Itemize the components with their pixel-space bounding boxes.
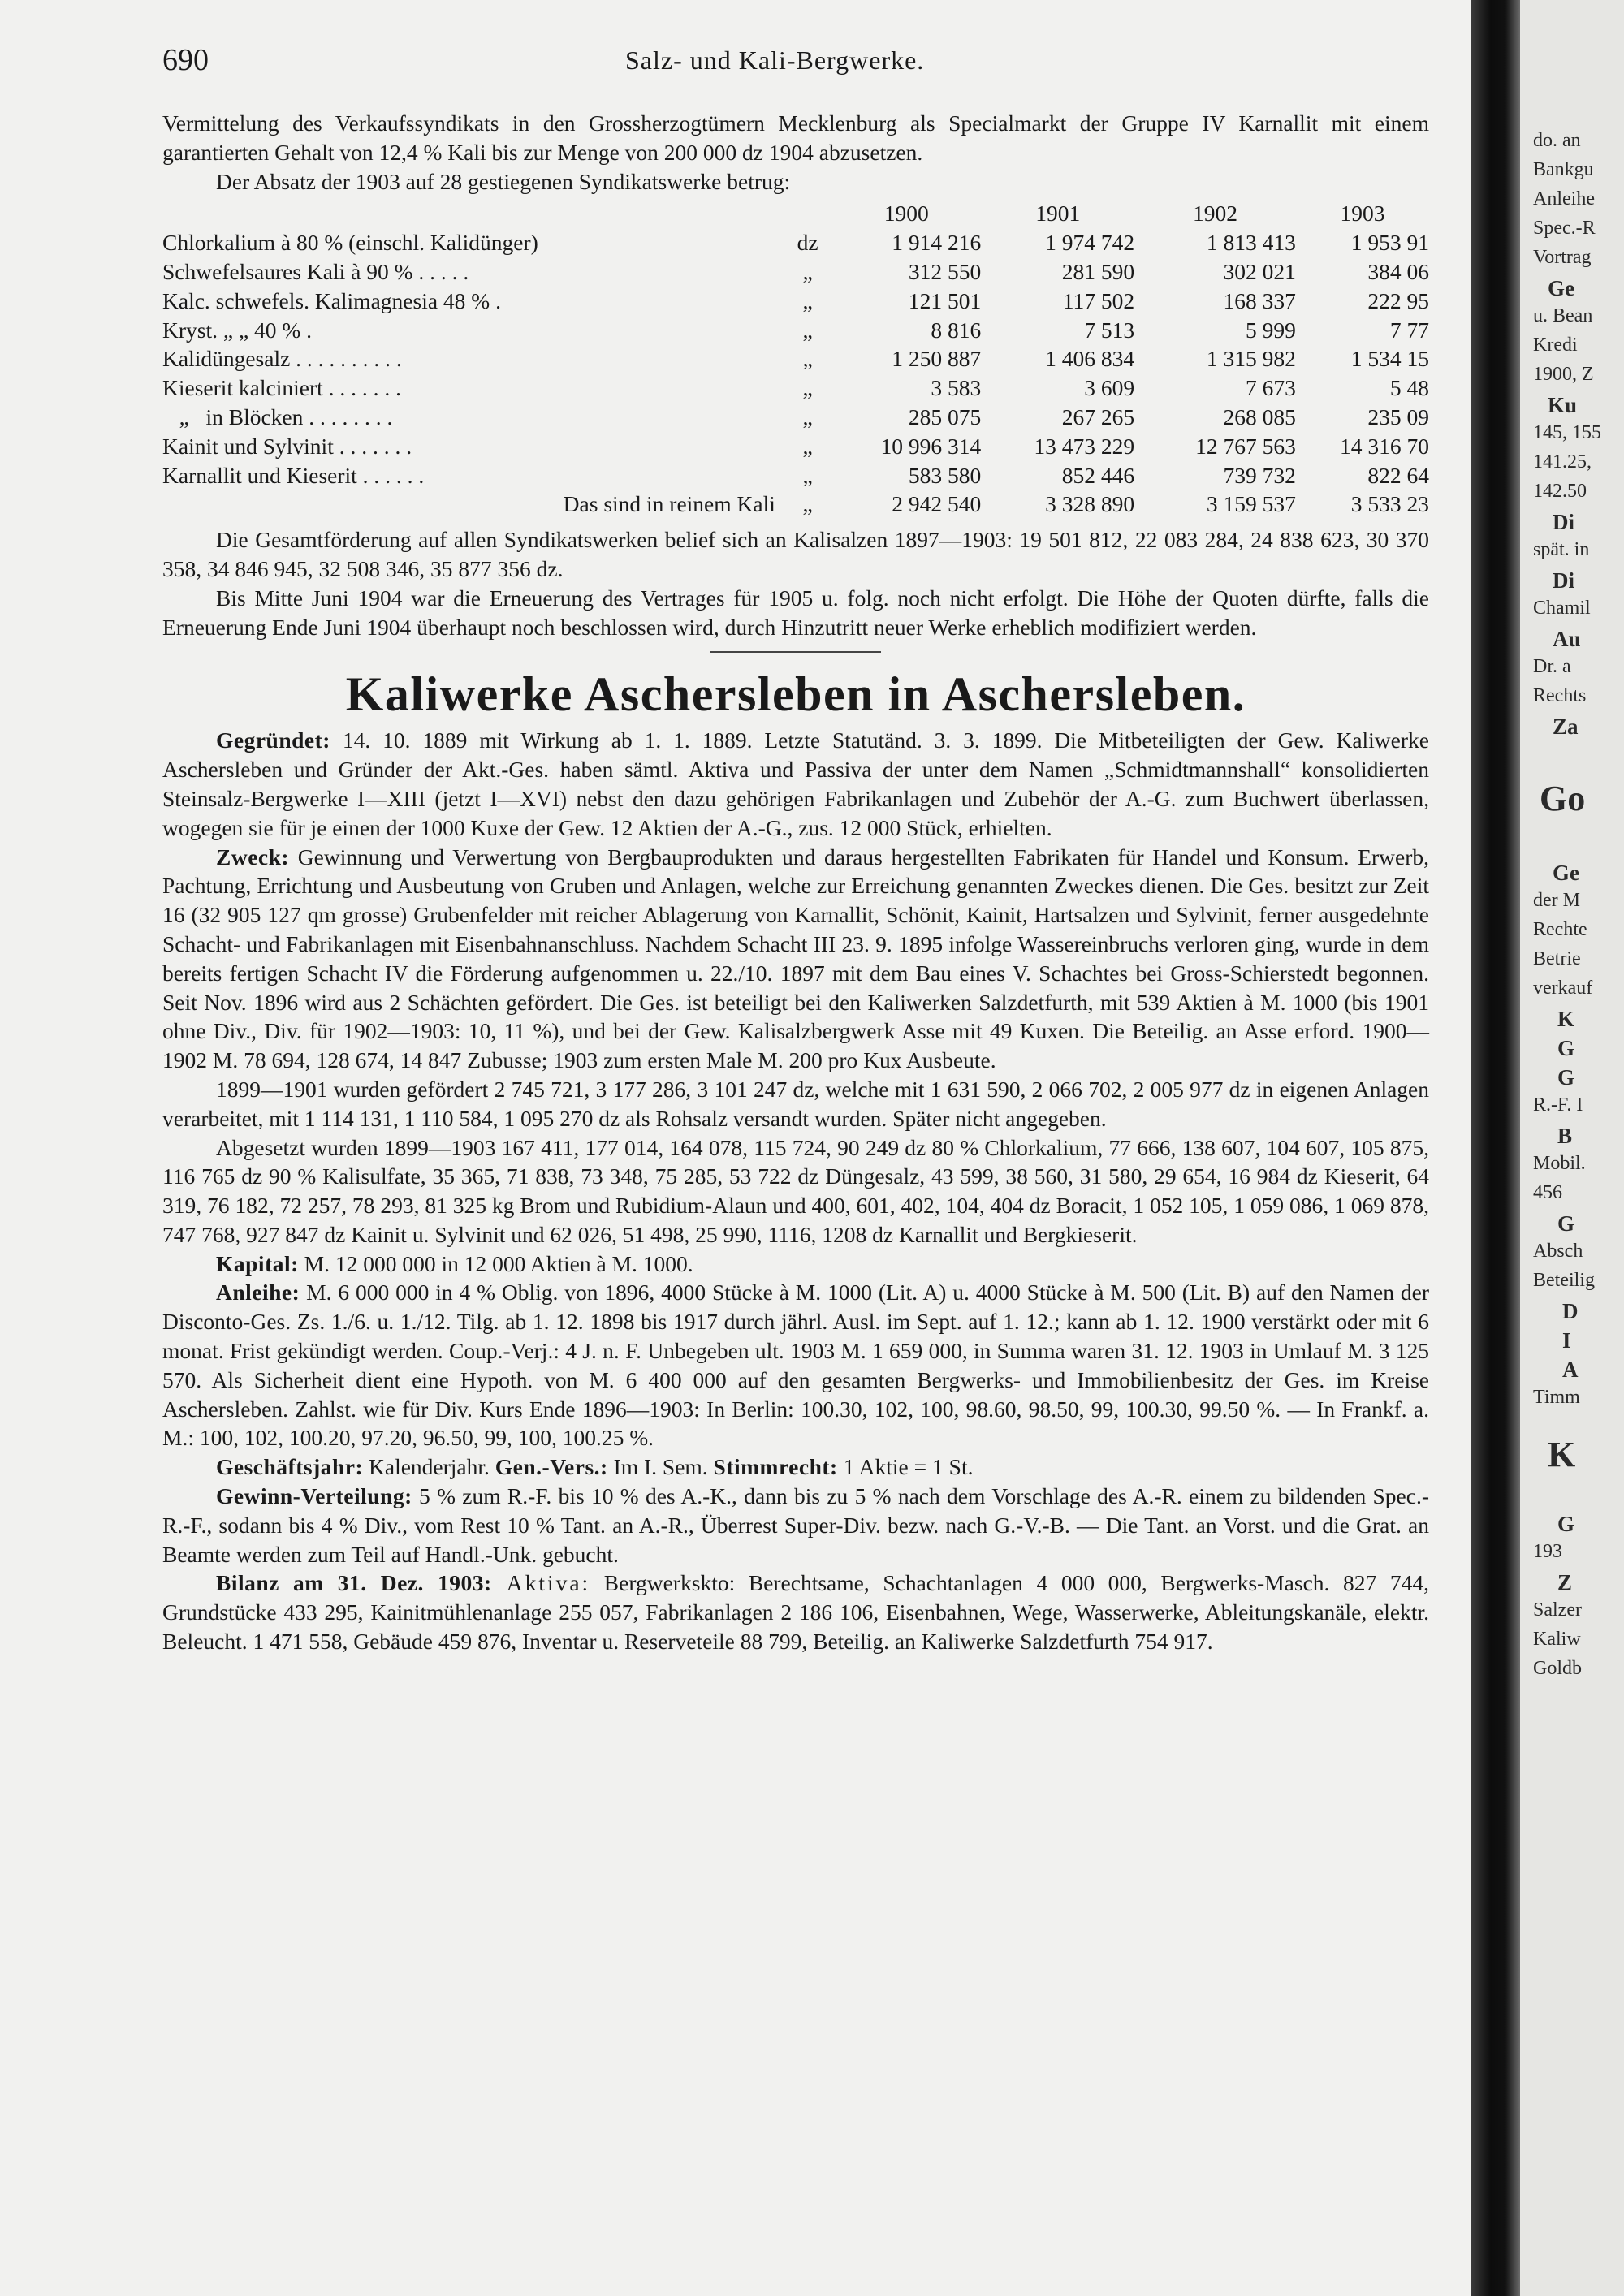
fragment-text: 141.25,: [1533, 451, 1592, 473]
row-unit: „: [802, 404, 813, 429]
total-label: Das sind in reinem Kali: [563, 491, 775, 517]
row-unit: „: [802, 258, 813, 284]
fragment-text: 456: [1533, 1182, 1562, 1203]
page-body: [162, 109, 1429, 1656]
fragment-text: Au: [1553, 627, 1581, 651]
intro-paragraph: Vermittelung des Verkaufssyndikats in den Grossherzogtümern Mecklenburg als Specialmarkt der Gruppe IV Karnallit mit einem garantierten Gehalt von 12,4 % Kali bis zur Menge von 200 000 dz 1904 abzusetzen.: [162, 110, 1429, 165]
sales-table: [162, 199, 1429, 519]
contract-paragraph: Bis Mitte Juni 1904 war die Erneuerung des Vertrages für 1905 u. folg. noch nicht erfolgt. Die Höhe der Quoten dürfte, falls die Erneuerung Ende Juni 1904 überhaupt noch beschlossen wird, durch Hinzutritt neuer Werke erheblich modifiziert werden.: [162, 585, 1429, 640]
row-value: 168 337: [1223, 287, 1296, 313]
row-value: 222 95: [1367, 287, 1429, 313]
table-row: [162, 257, 1429, 287]
fragment-text: Goldb: [1533, 1658, 1582, 1679]
fragment-text: A: [1562, 1357, 1579, 1382]
fragment-text: R.-F. I: [1533, 1094, 1583, 1116]
row-unit: „: [802, 491, 813, 517]
fragment-text: Bankgu: [1533, 159, 1594, 180]
purpose-text: Gewinnung und Verwertung von Bergbauprodukten und daraus hergestellten Fabrikaten für Handel und Konsum. Erwerb, Pachtung, Errichtung und Ausbeutung von Gruben und Anlagen, welche zur Erreichung genannten Zweckes dienen. Die Ges. besitzt zur Zeit 16 (32 905 127 qm grosse) Grubenfelder mit reicher Ablagerung von Karnallit, Schönit, Kainit, Hartsalzen und Sylvinit, ferner ausgedehnte Schacht- und Fabrikanlagen mit Eisenbahnanschluss. Nachdem Schacht III 23. 9. 1895 infolge Wassereinbruchs verloren ging, wurde in dem bereits fertigen Schacht IV die Förderung aufgenommen u. 22./10. 1897 mit dem Bau eines V. Schachtes bei Gross-Schierstedt begonnen. Seit Nov. 1896 wird aus 2 Schächten gefördert. Die Ges. ist beteiligt bei den Kaliwerken Salzdetfurth, mit 539 Aktien à M. 1000 (bis 1901 ohne Div., Div. für 1902—1903: 10, 11 %), und bei der Gew. Kalisalzbergwerk Asse mit 49 Kuxen. Die Beteilig. an Asse erford. 1900—1902 M. 78 694, 128 674, 14 847 Zubusse; 1903 zum ersten Male M. 200 pro Kux Ausbeute.: [162, 844, 1429, 1073]
row-value: 1 534 15: [1350, 346, 1429, 372]
fragment-text: Vortrag: [1533, 247, 1592, 268]
fragment-text: Z: [1557, 1570, 1573, 1595]
row-value: 8 816: [931, 317, 982, 343]
row-unit: dz: [797, 230, 818, 256]
table-row: [162, 228, 1429, 257]
fragment-text: Spec.-R: [1533, 218, 1596, 239]
purpose-paragraph: [162, 843, 1429, 1075]
row-value: 285 075: [908, 404, 982, 429]
row-value: 1 813 413: [1206, 230, 1296, 256]
fragment-text: Kredi: [1533, 334, 1578, 356]
fragment-text: Ge: [1553, 861, 1579, 885]
row-value: 10 996 314: [880, 433, 982, 459]
profit-key: Gewinn-Verteilung:: [216, 1483, 412, 1509]
sales-table-header: [162, 199, 1429, 228]
row-unit: „: [802, 317, 813, 343]
meeting-text: Im I. Sem.: [607, 1454, 714, 1480]
fragment-text: Mobil.: [1533, 1153, 1586, 1174]
row-unit: „: [802, 287, 813, 313]
row-label: Kieserit kalciniert . . . . . . .: [162, 375, 402, 401]
capital-text: M. 12 000 000 in 12 000 Aktien à M. 1000.: [298, 1250, 693, 1276]
fragment-text: 1900, Z: [1533, 364, 1594, 385]
sales-intro: Der Absatz der 1903 auf 28 gestiegenen Syndikatswerke betrug:: [216, 168, 791, 194]
fragment-text: 142.50: [1533, 481, 1587, 502]
table-row: [162, 461, 1429, 490]
row-label: „ in Blöcken . . . . . . . .: [162, 404, 393, 429]
row-unit: „: [802, 346, 813, 372]
row-value: 312 550: [908, 258, 982, 284]
fragment-text: 193: [1533, 1541, 1562, 1562]
table-row: [162, 432, 1429, 461]
fragment-text: Za: [1553, 714, 1579, 739]
row-value: 1 914 216: [892, 230, 982, 256]
fragment-text: Kaliw: [1533, 1629, 1581, 1650]
row-label: Kainit und Sylvinit . . . . . . .: [162, 433, 412, 459]
founded-paragraph: [162, 726, 1429, 842]
row-unit: „: [802, 433, 813, 459]
production-paragraph: 1899—1901 wurden gefördert 2 745 721, 3 177 286, 3 101 247 dz, welche mit 1 631 590, 2 066 702, 2 005 977 dz in eigenen Anlagen verarbeitet, mit 1 114 131, 1 110 584, 1 095 270 dz als Rohsalz versandt wurden. Später nicht angegeben.: [162, 1076, 1429, 1131]
row-label: Karnallit und Kieserit . . . . . .: [162, 462, 425, 488]
running-title: Salz- und Kali-Bergwerke.: [625, 45, 925, 75]
company-title: Kaliwerke Aschersleben in Aschersleben.: [345, 667, 1246, 722]
capital-key: Kapital:: [216, 1250, 299, 1276]
fragment-text: Rechte: [1533, 919, 1587, 940]
year-header: 1902: [1193, 201, 1238, 227]
row-value: 7 77: [1389, 317, 1429, 343]
balance-paragraph: [162, 1569, 1429, 1655]
row-value: 117 502: [1062, 287, 1135, 313]
row-value: 1 406 834: [1045, 346, 1135, 372]
row-value: 739 732: [1223, 462, 1296, 488]
fragment-text: G: [1557, 1512, 1575, 1536]
fragment-text: K: [1557, 1007, 1575, 1031]
row-label: Chlorkalium à 80 % (einschl. Kalidünger): [162, 230, 538, 256]
row-value: 268 085: [1223, 404, 1296, 429]
fragment-text: G: [1557, 1211, 1575, 1236]
fragment-text: Ge: [1548, 276, 1574, 300]
balance-text: Bergwerkskto: Berechtsame, Schachtanlagen 4 000 000, Bergwerks-Masch. 827 744, Grundstücke 433 295, Kainitmühlenanlage 255 057, Fabrikanlagen 2 186 106, Eisenbahnen, Wege, Wasserwerke, Ableitungskanäle, elektr. Beleucht. 1 471 558, Gebäude 459 876, Inventar u. Reserveteile 88 799, Beteilig. an Kaliwerke Salzdetfurth 754 917.: [162, 1570, 1429, 1655]
fragment-text: G: [1557, 1065, 1575, 1090]
row-value: 1 250 887: [892, 346, 982, 372]
fragment-text: der M: [1533, 890, 1580, 911]
fragment-text: Di: [1553, 568, 1574, 593]
profit-text: 5 % zum R.-F. bis 10 % des A.-K., dann bis zu 5 % nach dem Vorschlage des A.-R. einem zu bildenden Spec.-R.-F., sodann bis 4 % Div., vom Rest 10 % Tant. an A.-R., Überrest Super-Div. bezw. nach G.-V.-B. — Die Tant. an Vorst. und die Grat. an Beamte werden zum Teil auf Handl.-Unk. gebucht.: [162, 1483, 1429, 1567]
row-value: 12 767 563: [1195, 433, 1296, 459]
fragment-text: verkauf: [1533, 978, 1593, 999]
row-value: 302 021: [1223, 258, 1296, 284]
page-header: [162, 42, 1429, 83]
total-output-paragraph: Die Gesamtförderung auf allen Syndikatswerken belief sich an Kalisalzen 1897—1903: 19 501 812, 22 083 284, 24 838 623, 30 370 358, 34 846 945, 32 508 346, 35 877 356 dz.: [162, 527, 1429, 581]
fragment-text: 145, 155: [1533, 422, 1601, 443]
row-value: 235 09: [1367, 404, 1429, 429]
fragment-text: Ku: [1548, 393, 1578, 417]
row-label: Kalidüngesalz . . . . . . . . . .: [162, 346, 402, 372]
fragment-text: B: [1557, 1124, 1573, 1148]
fragment-text: Chamil: [1533, 598, 1591, 619]
row-value: 583 580: [908, 462, 982, 488]
fragment-text: I: [1562, 1328, 1571, 1353]
page-number: 690: [162, 43, 209, 77]
row-label: Schwefelsaures Kali à 90 % . . . . .: [162, 258, 469, 284]
meeting-key: Gen.-Vers.:: [495, 1454, 608, 1480]
fragment-text: spät. in: [1533, 539, 1590, 560]
row-value: 852 446: [1061, 462, 1135, 488]
voting-text: 1 Aktie = 1 St.: [837, 1454, 974, 1480]
table-row: [162, 344, 1429, 373]
row-value: 3 583: [931, 375, 982, 401]
fiscal-key: Geschäftsjahr:: [216, 1454, 364, 1480]
row-value: 5 999: [1246, 317, 1296, 343]
fragment-heading: Go: [1540, 779, 1586, 818]
row-unit: „: [802, 375, 813, 401]
row-value: 7 673: [1246, 375, 1296, 401]
table-total-row: [162, 490, 1429, 519]
row-value: 267 265: [1061, 404, 1135, 429]
purpose-key: Zweck:: [216, 844, 290, 870]
table-row: [162, 287, 1429, 316]
row-value: 3 328 890: [1045, 491, 1135, 517]
fragment-text: u. Bean: [1533, 305, 1593, 326]
founded-key: Gegründet:: [216, 727, 330, 753]
fragment-text: Rechts: [1533, 685, 1587, 706]
year-header: 1903: [1340, 201, 1385, 227]
assets-label: Aktiva:: [491, 1570, 591, 1596]
row-value: 384 06: [1367, 258, 1429, 284]
fragment-text: G: [1557, 1036, 1575, 1060]
year-header: 1900: [883, 201, 929, 227]
row-value: 281 590: [1061, 258, 1135, 284]
fragment-text: Anleihe: [1533, 188, 1595, 209]
row-value: 1 974 742: [1045, 230, 1135, 256]
row-label: Kalc. schwefels. Kalimagnesia 48 % .: [162, 287, 501, 313]
fragment-text: Absch: [1533, 1241, 1583, 1262]
table-row: [162, 373, 1429, 403]
section-divider: [710, 651, 881, 653]
row-value: 3 609: [1084, 375, 1135, 401]
row-value: 121 501: [908, 287, 982, 313]
founded-text: 14. 10. 1889 mit Wirkung ab 1. 1. 1889. Letzte Statutänd. 3. 3. 1899. Die Mitbeteiligten der Gew. Kaliwerke Aschersleben und Gründer der Akt.-Ges. haben sämtl. Aktiva und Passiva der unter dem Namen „Schmidtmannshall“ konsolidierten Steinsalz-Bergwerke I—XIII (jetzt I—XVI) nebst den dazu gehörigen Fabrikanlagen und Zubehör der A.-G. zum Buchwert überlassen, wogegen sie für je einen der 1000 Kuxe der Gew. 12 Aktien der A.-G., zus. 12 000 Stück, erhielten.: [162, 727, 1429, 840]
fragment-heading: K: [1548, 1435, 1576, 1474]
sales-paragraph: Abgesetzt wurden 1899—1903 167 411, 177 014, 164 078, 115 724, 90 249 dz 80 % Chlorkalium, 77 666, 138 607, 104 607, 105 875, 116 765 dz 90 % Kalisulfate, 35 365, 71 838, 73 348, 75 285, 53 722 dz Düngesalz, 43 599, 38 560, 31 580, 29 654, 16 984 dz Kieserit, 64 319, 76 182, 72 257, 78 293, 81 325 kg Brom und Rubidium-Alaun und 400, 601, 402, 104, 404 dz Boracit, 1 052 105, 1 059 086, 1 069 878, 747 768, 927 847 dz Kainit u. Sylvinit und 62 026, 51 498, 25 990, 1116, 1208 dz Karnallit und Bergkieserit.: [162, 1134, 1429, 1247]
table-row: [162, 403, 1429, 432]
loan-key: Anleihe:: [216, 1280, 300, 1306]
fragment-text: Beteilig: [1533, 1270, 1595, 1291]
fiscal-text: Kalenderjahr.: [363, 1454, 495, 1480]
row-value: 14 316 70: [1340, 433, 1429, 459]
balance-key: Bilanz am 31. Dez. 1903:: [216, 1570, 492, 1596]
fragment-text: D: [1562, 1299, 1579, 1323]
row-value: 1 953 91: [1350, 230, 1429, 256]
profit-paragraph: [162, 1482, 1429, 1569]
fragment-text: Di: [1553, 510, 1574, 534]
table-row: [162, 316, 1429, 345]
row-value: 2 942 540: [892, 491, 982, 517]
row-value: 822 64: [1367, 462, 1429, 488]
loan-paragraph: [162, 1278, 1429, 1452]
book-gutter: [1471, 0, 1520, 2296]
fragment-text: Betrie: [1533, 948, 1581, 969]
loan-text: M. 6 000 000 in 4 % Oblig. von 1896, 4000 Stücke à M. 1000 (Lit. A) u. 4000 Stücke à M. 500 (Lit. B) auf den Namen der Disconto-Ges. Zs. 1./6. u. 1./12. Tilg. ab 1. 12. 1898 bis 1917 durch jährl. Ausl. im Sept. auf 1. 12.; kann ab 1. 12. 1900 verstärkt oder mit 6 monat. Frist gekündigt werden. Coup.-Verj.: 4 J. n. F. Unbegeben ult. 1903 M. 1 659 000, in Summa waren 31. 12. 1903 in Umlauf M. 3 125 570. Als Sicherheit dient eine Hypoth. von M. 6 400 000 auf den gesamten Bergwerks- und Immobilienbesitz der Ges. im Kreise Aschersleben. Zahlst. wie für Div. Kurs Ende 1896—1903: In Berlin: 100.30, 102, 100, 98.60, 98.50, 99, 100.30, 99.50 %. — In Frankf. a. M.: 100, 102, 100.20, 97.20, 96.50, 99, 100, 100.25 %.: [162, 1280, 1429, 1451]
capital-paragraph: [162, 1249, 1429, 1279]
fragment-text: Dr. a: [1533, 656, 1571, 677]
row-value: 13 473 229: [1034, 433, 1135, 459]
voting-key: Stimmrecht:: [713, 1454, 838, 1480]
row-label: Kryst. „ „ 40 % .: [162, 317, 313, 343]
adjacent-page-edge: [1520, 0, 1624, 2296]
row-value: 1 315 982: [1206, 346, 1296, 372]
row-value: 5 48: [1389, 375, 1429, 401]
fragment-text: Salzer: [1533, 1599, 1582, 1621]
fragment-text: Timm: [1533, 1387, 1580, 1408]
year-header: 1901: [1035, 201, 1081, 227]
fiscal-paragraph: [162, 1452, 1429, 1482]
row-value: 3 533 23: [1350, 491, 1429, 517]
row-unit: „: [802, 462, 813, 488]
row-value: 3 159 537: [1206, 491, 1296, 517]
fragment-text: do. an: [1533, 130, 1581, 151]
row-value: 7 513: [1084, 317, 1135, 343]
